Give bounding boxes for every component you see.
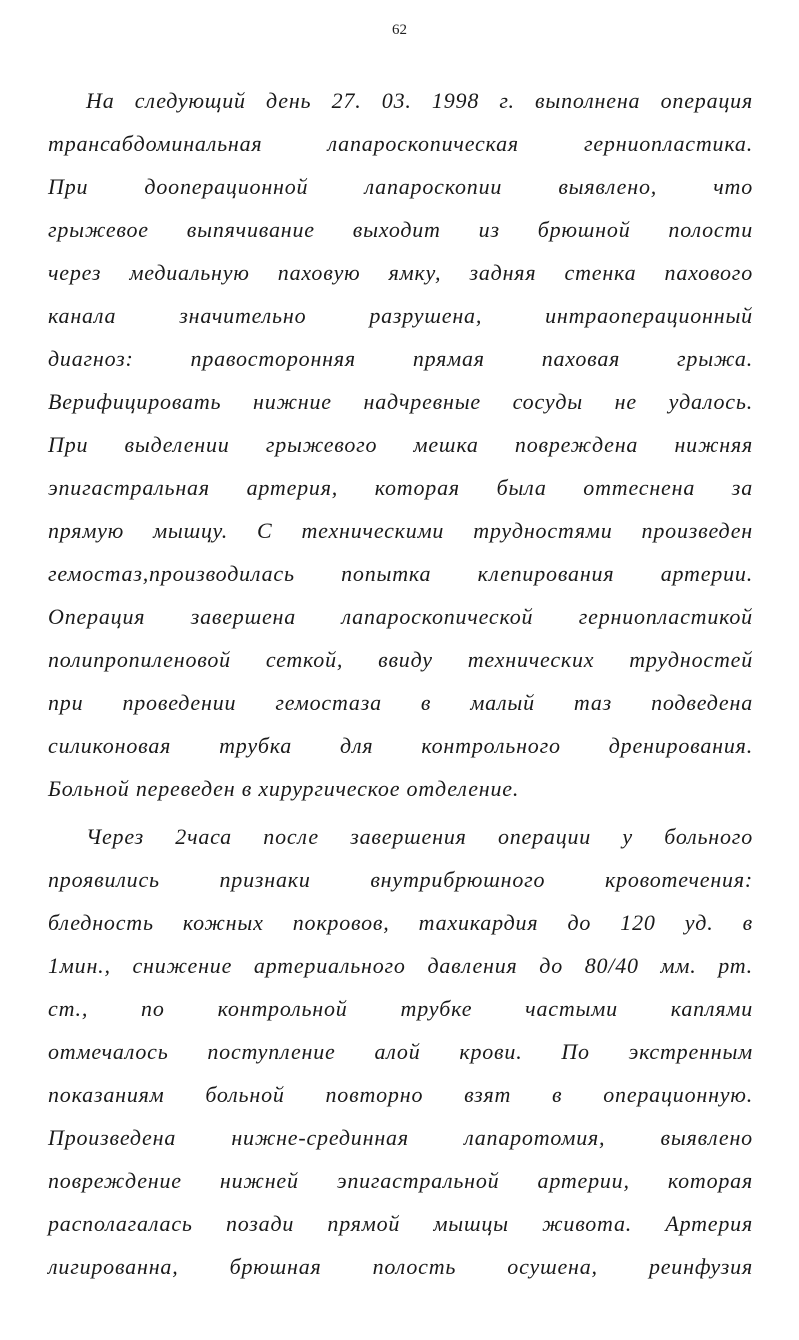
text-line: 1мин., снижение артериального давления до 80/40 мм. рт. (48, 953, 753, 978)
text-line: показаниям больной повторно взят в операционную. (48, 1082, 753, 1107)
text-line: лигированна, брюшная полость осушена, реинфузия (48, 1254, 753, 1279)
text-line: На следующий день 27. 03. 1998 г. выполнена операция (86, 88, 753, 113)
text-line: располагалась позади прямой мышцы живота. Артерия (48, 1211, 753, 1236)
text-line: отмечалось поступление алой крови. По экстренным (48, 1039, 753, 1064)
text-line: Произведена нижне-срединная лапаротомия, выявлено (48, 1125, 753, 1150)
text-line: повреждение нижней эпигастральной артерии, которая (48, 1168, 753, 1193)
text-line: прямую мышцу. С техническими трудностями произведен (48, 518, 753, 543)
text-line: полипропиленовой сеткой, ввиду технических трудностей (48, 647, 753, 672)
text-line: Больной переведен в хирургическое отделение. (48, 776, 520, 801)
text-line: через медиальную паховую ямку, задняя стенка пахового (48, 260, 753, 285)
text-line: диагноз: правосторонняя прямая паховая грыжа. (48, 346, 753, 371)
text-line: При выделении грыжевого мешка повреждена нижняя (48, 432, 753, 457)
text-line: гемостаз,производилась попытка клепирования артерии. (48, 561, 753, 586)
text-line: Через 2часа после завершения операции у больного (86, 824, 753, 849)
text-line: ст., по контрольной трубке частыми каплями (48, 996, 753, 1021)
text-line: грыжевое выпячивание выходит из брюшной полости (48, 217, 753, 242)
text-line: силиконовая трубка для контрольного дренирования. (48, 733, 753, 758)
text-line: канала значительно разрушена, интраоперационный (48, 303, 753, 328)
text-line: при проведении гемостаза в малый таз подведена (48, 690, 753, 715)
text-line: трансабдоминальная лапароскопическая герниопластика. (48, 131, 753, 156)
page-number: 62 (392, 22, 407, 38)
text-line: бледность кожных покровов, тахикардия до 120 уд. в (48, 910, 753, 935)
text-line: При дооперационной лапароскопии выявлено, что (48, 174, 753, 199)
text-line: Операция завершена лапароскопической герниопластикой (48, 604, 753, 629)
text-line: проявились признаки внутрибрюшного кровотечения: (48, 867, 753, 892)
text-line: Верифицировать нижние надчревные сосуды не удалось. (48, 389, 753, 414)
text-line: эпигастральная артерия, которая была оттеснена за (48, 475, 753, 500)
